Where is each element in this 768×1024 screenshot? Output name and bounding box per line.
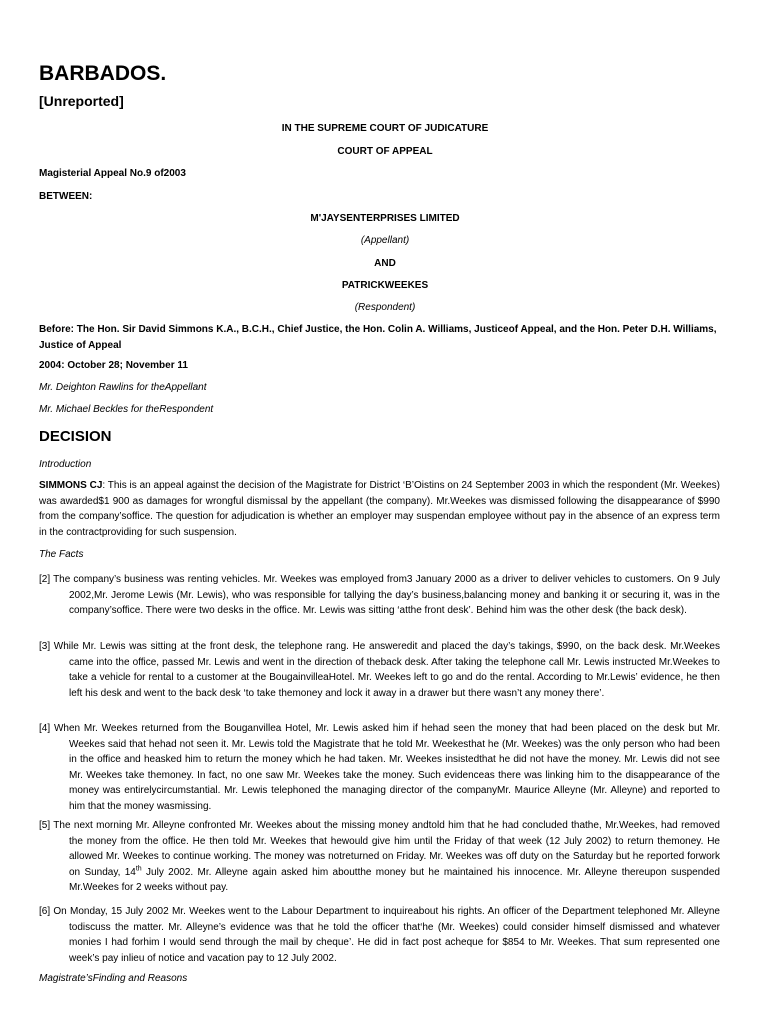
and-label: AND <box>374 258 396 269</box>
bench-before: Before: The Hon. Sir David Simmons K.A., B.C.H., Chief Justice, the Hon. Colin A. Williams, Justiceof Appeal, and the Hon. Peter D.H. Williams, Justice of Appeal <box>39 324 717 351</box>
introduction-text: : This is an appeal against the decision of the Magistrate for District ‘B’Oistins on 24 September 2003 in which the respondent (Mr. Weekes) was awarded$1 900 as damages for wrongful dismissal by the appellant (the company). Mr.Weekes was dismissed following the disappearance of $990 from the company’soffice. The question for adjudication is whether an employer may suspendan employee without pay in the absence of an express term in the contractproviding for such suspension. <box>39 480 720 538</box>
findings-heading: Magistrate’sFinding and Reasons <box>39 973 188 984</box>
appellant-name: M'JAYSENTERPRISES LIMITED <box>310 213 460 224</box>
respondent-name: PATRICKWEEKES <box>341 280 429 291</box>
unreported-label: [Unreported] <box>39 93 124 109</box>
court-division: COURT OF APPEAL <box>337 146 433 157</box>
introduction-heading: Introduction <box>39 459 92 470</box>
respondent-role: (Respondent) <box>354 302 416 313</box>
hearing-dates: 2004: October 28; November 11 <box>39 360 188 371</box>
appellant-role: (Appellant) <box>360 235 410 246</box>
paragraph-5 <box>39 818 720 896</box>
paragraph-5-text-b: July 2002. Mr. Alleyne again asked him aboutthe money but he maintained his innocence. Mr. Alleyne thereupon suspended Mr.Weekes for 2 weeks without pay. <box>69 866 720 893</box>
facts-heading: The Facts <box>39 549 84 560</box>
paragraph-5-text-a: [5] The next morning Mr. Alleyne confronted Mr. Weekes about the missing money andtold him that he had concluded thathe, Mr.Weekes, had removed the money from the office. He then told Mr. Weekes that hewould give him until the Friday of that week (12 July 2002) to return themoney. He allowed Mr. Weekes to continue working. The money was notreturned on Friday. Mr. Weekes was off duty on the Saturday but he reported forwork on Sunday, 14 <box>39 820 720 878</box>
counsel-appellant: Mr. Deighton Rawlins for theAppellant <box>39 382 207 393</box>
ordinal-suffix: th <box>135 865 142 873</box>
counsel-respondent: Mr. Michael Beckles for theRespondent <box>39 404 214 415</box>
appeal-number: Magisterial Appeal No.9 of2003 <box>39 168 186 179</box>
judge-name: SIMMONS CJ <box>39 480 103 491</box>
decision-heading: DECISION <box>39 428 112 445</box>
introduction-paragraph <box>39 478 720 540</box>
paragraph-3: [3] While Mr. Lewis was sitting at the front desk, the telephone rang. He answeredit and placed the day’s takings, $990, on the back desk. Mr.Weekes came into the office, passed Mr. Lewis and went in the direction of theback desk. After taking the telephone call Mr. Lewis instructed Mr.Weekes to take a vehicle for rental to a customer at the BougainvilleaHotel. Mr. Weekes left to go and do the rental. According to Mr.Lewis’ evidence, he then left his desk and went to the back desk ‘to take themoney and lock it away in a drawer but there wasn’t any money there’. <box>39 641 720 699</box>
paragraph-4: [4] When Mr. Weekes returned from the Bouganvillea Hotel, Mr. Lewis asked him if hehad seen the money that had been placed on the desk but Mr. Weekes said that hehad not seen it. Mr. Lewis told the Magistrate that he told Mr. Weekesthat he (Mr. Weekes) was the only person who had been in the office and heasked him to return the money which he had taken. Mr. Weekes insistedthat he did not have the money. Mr. Lewis did not see Mr. Weekes take themoney. In fact, no one saw Mr. Weekes take the money. Such evidenceas there was linking him to the disappearance of the money was entirelycircumstantial. Mr. Lewis telephoned the managing director of the companyMr. Maurice Alleyne (Mr. Alleyne) and reported to him that the money wasmissing. <box>39 723 720 812</box>
paragraph-6: [6] On Monday, 15 July 2002 Mr. Weekes went to the Labour Department to inquireabout his rights. An officer of the Department telephoned Mr. Alleyne todiscuss the matter. Mr. Alleyne’s evidence was that he told the officer that‘he (Mr. Weekes) could consider himself dismissed and whatever monies I had forhim I would send through the mail by cheque’. He did in fact post acheque for $854 to Mr. Weekes. That sum represented one week’s pay inlieu of notice and vacation pay to 12 July 2002. <box>39 906 720 964</box>
country-heading: BARBADOS. <box>39 62 167 85</box>
between-label: BETWEEN: <box>39 191 93 202</box>
court-name: IN THE SUPREME COURT OF JUDICATURE <box>281 123 489 134</box>
paragraph-2: [2] The company’s business was renting vehicles. Mr. Weekes was employed from3 January 2000 as a driver to deliver vehicles to customers. On 9 July 2002,Mr. Jerome Lewis (Mr. Lewis), who was responsible for tallying the day’s business,balancing money and banking it or securing it, was in the company’soffice. There were two desks in the office. Mr. Lewis was sitting ‘atthe front desk’. Behind him was the other desk (the back desk). <box>39 574 720 616</box>
